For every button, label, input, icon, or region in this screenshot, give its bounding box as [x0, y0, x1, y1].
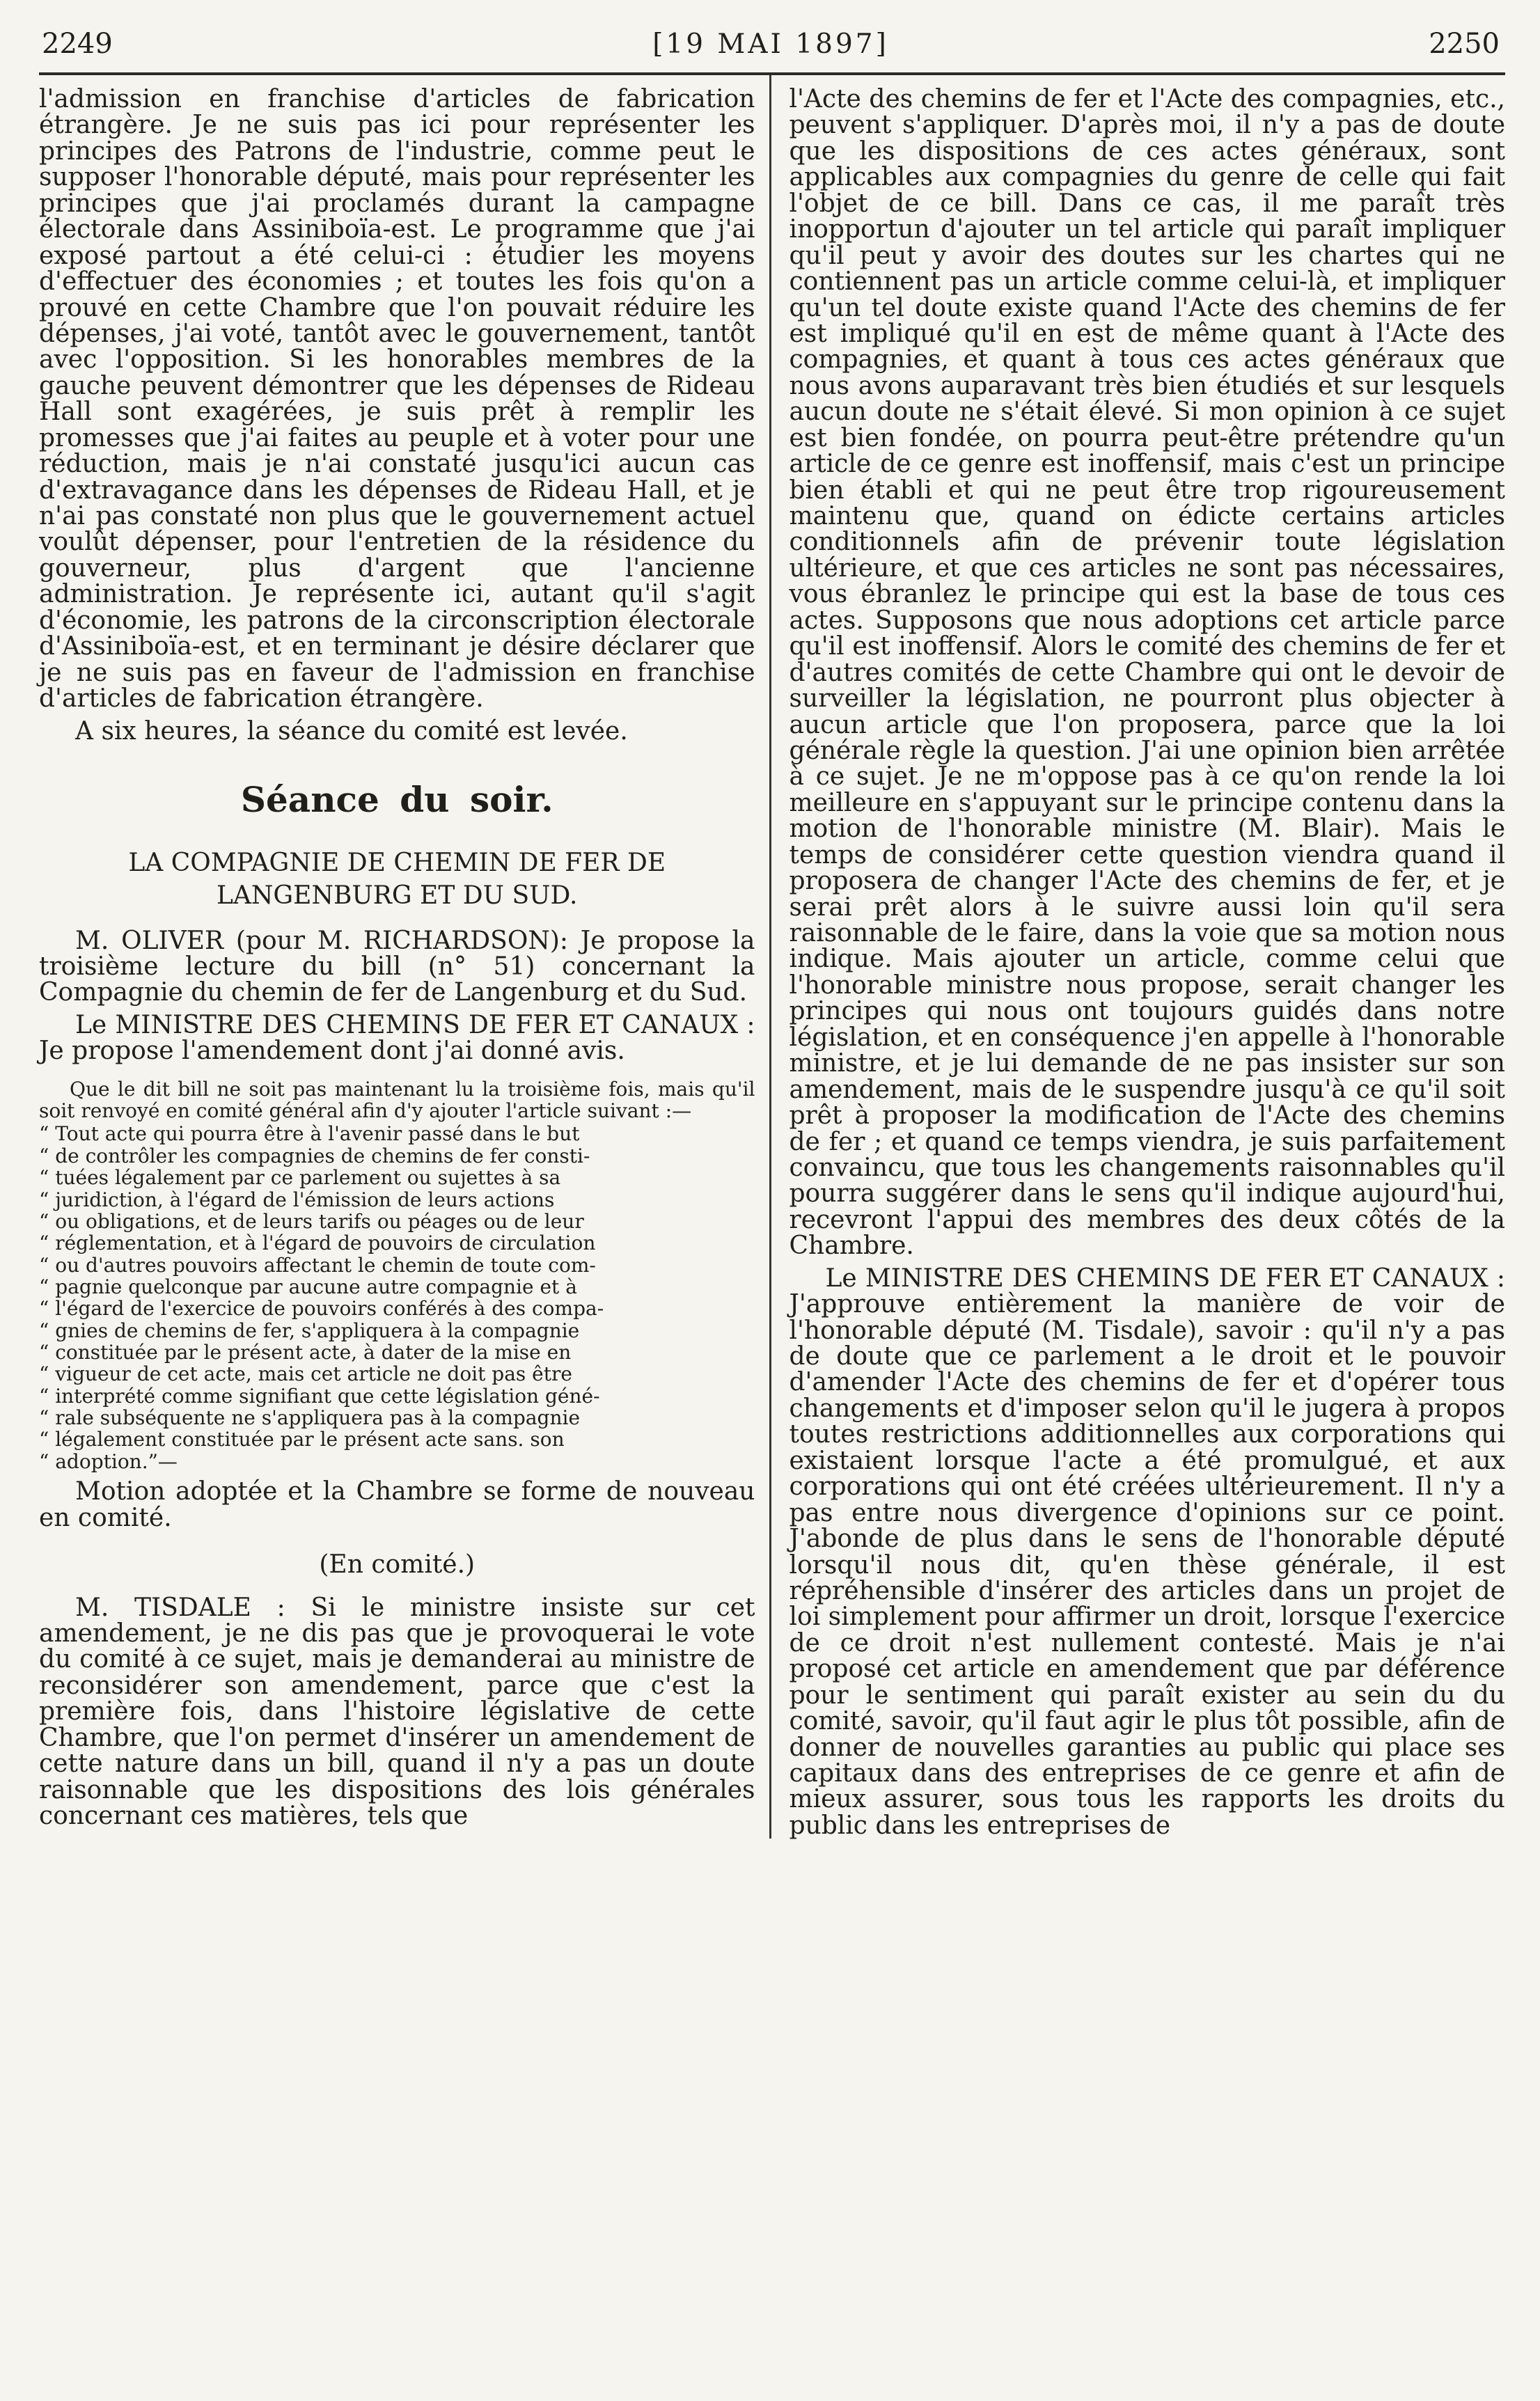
speech-minister-railways-2: Le MINISTRE DES CHEMINS DE FER ET CANAUX : J'approuve entièrement la manière de voir de l'honorable député (M. Tisdale), savoir : qu'il n'y a pas de doute que ce parlement a le droit et le pouvoir d'amender l'Acte des chemins de fer et d'opérer tous changements et d'imposer selon qu'il le jugera à propos toutes restrictions additionnelles aux corporations qui existaient lorsque l'acte a été promulgué, et aux corporations qui ont été créées ultérieurement. Il n'y a pas entre nous divergence d'opinions sur ce point. J'abonde de plus dans le sens de l'honorable député lorsqu'il nous dit, qu'en thèse générale, il est répréhensible d'insérer des articles dans un projet de loi simplement pour affirmer un droit, lorsque l'exercice de ce droit n'est nullement contesté. Mais je n'ai proposé cet article en amendement que par déférence pour le sentiment qui paraît exister au sein du du comité, savoir, qu'il faut agir le plus tôt possible, afin de donner de nouvelles garanties au public qui place ses capitaux dans des entreprises de ce genre et afin de mieux assurer, sous tous les rapports les droits du public dans les entreprises de — [789, 1264, 1505, 1840]
amendment-line: “ réglementation, et à l'égard de pouvoirs de circulation — [39, 1231, 596, 1255]
speech-tisdale: M. TISDALE : Si le ministre insiste sur cet amendement, je ne dis pas que je provoquerai le vote du comité à ce sujet, mais je demanderai au ministre de reconsidérer son amendement, parce que c'est la première fois, dans l'histoire législative de cette Chambre, que l'on permet d'insérer un amendement de cette nature dans un bill, quand il n'y a pas un doute raisonnable que les dispositions des lois générales concernant ces matières, tels que — [39, 1593, 755, 1830]
speech-oliver: M. OLIVER (pour M. RICHARDSON): Je propose la troisième lecture du bill (n° 51) concernant la Compagnie du chemin de fer de Langenburg et du Sud. — [39, 926, 755, 1007]
right-column — [771, 75, 1506, 1839]
amendment-line: “ juridiction, à l'égard de l'émission de leurs actions — [39, 1188, 555, 1211]
amendment-line: “ tuées légalement par ce parlement ou sujettes à sa — [39, 1166, 561, 1190]
amendment-line: “ de contrôler les compagnies de chemins de fer consti- — [39, 1144, 590, 1167]
committee-adjournment: A six heures, la séance du comité est levée. — [75, 716, 628, 746]
amendment-line: “ adoption.”— — [39, 1449, 178, 1473]
paragraph-continuation: l'Acte des chemins de fer et l'Acte des compagnies, etc., peuvent s'appliquer. D'après moi, il n'y a pas de doute que les dispositions de ces actes généraux, sont applicables aux compagnies du genre de celle qui fait l'objet de ce bill. Dans ce cas, il me paraît très inopportun d'ajouter un tel article qui paraît impliquer qu'il peut y avoir des doutes sur les chartes qui ne contiennent pas un article comme celui-là, et impliquer qu'un tel doute existe quand l'Acte des chemins de fer est impliqué qu'il en est de même quant à l'Acte des compagnies, et quant à tous ces actes généraux que nous avons auparavant très bien étudiés et sur lesquels aucun doute ne s'était élevé. Si mon opinion à ce sujet est bien fondée, on pourra peut-être prétendre qu'un article de ce genre est inoffensif, mais c'est un principe bien établi et qui ne peut être trop rigoureusement maintenu que, quand on édicte certains articles conditionnels afin de prévenir toute législation ultérieure, et que ces articles ne sont pas nécessaires, vous ébranlez le principe qui est la base de tous ces actes. Supposons que nous adoptions cet article parce qu'il est inoffensif. Alors le comité des chemins de fer et d'autres comités de cette Chambre qui ont le devoir de surveiller la législation, ne pourront plus objecter à aucun article que l'on proposera, parce que la loi générale règle la question. J'ai une opinion bien arrêtée à ce sujet. Je ne m'oppose pas à ce qu'on rende la loi meilleure en s'appuyant sur le principe contenu dans la motion de l'honorable ministre (M. Blair). Mais le temps de considérer cette question viendra quand il proposera de changer l'Acte des chemins de fer, et je serai prêt alors à le suivre aussi loin qu'il sera raisonnable de le faire, dans la voie que sa motion nous indique. Mais ajouter un article, comme celui que l'honorable ministre nous propose, serait changer les principes qui nous ont toujours guidés dans notre législation, et en conséquence j'en appelle à l'honorable ministre, et je lui demande de ne pas insister sur son amendement, mais de le suspendre jusqu'à ce qu'il soit prêt à proposer la modification de l'Acte des chemins de fer ; et quand ce temps viendra, je suis parfaitement convaincu, que tous les changements raisonnables qu'il pourra suggérer dans le sens qu'il indique aujourd'hui, recevront l'appui des membres des deux côtés de la Chambre. — [789, 85, 1505, 1261]
amendment-line: “ interprété comme signifiant que cette législation géné- — [39, 1384, 600, 1408]
bill-heading: LA COMPAGNIE DE CHEMIN DE FER DE LANGENBURG ET DU SUD. — [128, 848, 666, 910]
amendment-line: “ rale subséquente ne s'appliquera pas à la compagnie — [39, 1406, 581, 1430]
committee-note: (En comité.) — [319, 1550, 476, 1580]
amendment-line: “ gnies de chemins de fer, s'appliquera à la compagnie — [39, 1318, 580, 1342]
amendment-line: “ vigueur de cet acte, mais cet article ne doit pas être — [39, 1362, 572, 1386]
paragraph-continuation: l'admission en franchise d'articles de fabrication étrangère. Je ne suis pas ici pour représenter les principes des Patrons de l'industrie, comme peut le supposer l'honorable député, mais pour représenter les principes que j'ai proclamés durant la campagne électorale dans Assiniboïa-est. Le programme que j'ai exposé partout a été celui-ci : étudier les moyens d'effectuer des économies ; et toutes les fois qu'on a prouvé en cette Chambre que l'on pouvait réduire les dépenses, j'ai voté, tantôt avec le gouvernement, tantôt avec l'opposition. Si les honorables membres de la gauche peuvent démontrer que les dépenses de Rideau Hall sont exagérées, je suis prêt à remplir les promesses que j'ai faites au peuple et à voter pour une réduction, mais je n'ai constaté jusqu'ici aucun cas d'extravagance dans les dépenses de Rideau Hall, et je n'ai pas constaté non plus que le gouvernement actuel voulût dépenser, pour l'entretien de la résidence du gouverneur, plus d'argent que l'ancienne administration. Je représente ici, autant qu'il s'agit d'économie, les patrons de la circonscription électorale d'Assiniboïa-est, et en terminant je désire déclarer que je ne suis pas en faveur de l'admission en franchise d'articles de fabrication étrangère. — [39, 85, 755, 714]
amendment-line: “ pagnie quelconque par aucune autre compagnie et à — [39, 1275, 577, 1298]
page-header — [39, 17, 1505, 72]
right-page-number: 2250 — [1429, 28, 1500, 60]
left-column — [39, 75, 769, 1839]
motion-adopted: Motion adoptée et la Chambre se forme de nouveau en comité. — [39, 1477, 755, 1532]
two-column-body — [39, 75, 1505, 1839]
date-header: [19 MAI 1897] — [652, 29, 889, 60]
speech-minister-railways: Le MINISTRE DES CHEMINS DE FER ET CANAUX : Je propose l'amendement dont j'ai donné avis. — [39, 1010, 755, 1066]
amendment-line: “ ou obligations, et de leurs tarifs ou péages ou de leur — [39, 1209, 584, 1233]
amendment-line: “ Tout acte qui pourra être à l'avenir passé dans le but — [39, 1122, 580, 1146]
amendment-text — [39, 1123, 755, 1472]
amendment-intro: Que le dit bill ne soit pas maintenant lu la troisième fois, mais qu'il soit renvoyé en comité général afin d'y ajouter l'article suivant :— — [39, 1077, 755, 1123]
amendment-line: “ ou d'autres pouvoirs affectant le chemin de toute com- — [39, 1253, 596, 1277]
amendment-line: “ constituée par le présent acte, à dater de la mise en — [39, 1341, 572, 1364]
amendment-line: “ légalement constituée par le présent acte sans. son — [39, 1428, 565, 1451]
session-heading: Séance du soir. — [240, 778, 553, 820]
left-page-number: 2249 — [42, 28, 113, 60]
amendment-line: “ l'égard de l'exercice de pouvoirs conférés à des compa- — [39, 1297, 604, 1321]
